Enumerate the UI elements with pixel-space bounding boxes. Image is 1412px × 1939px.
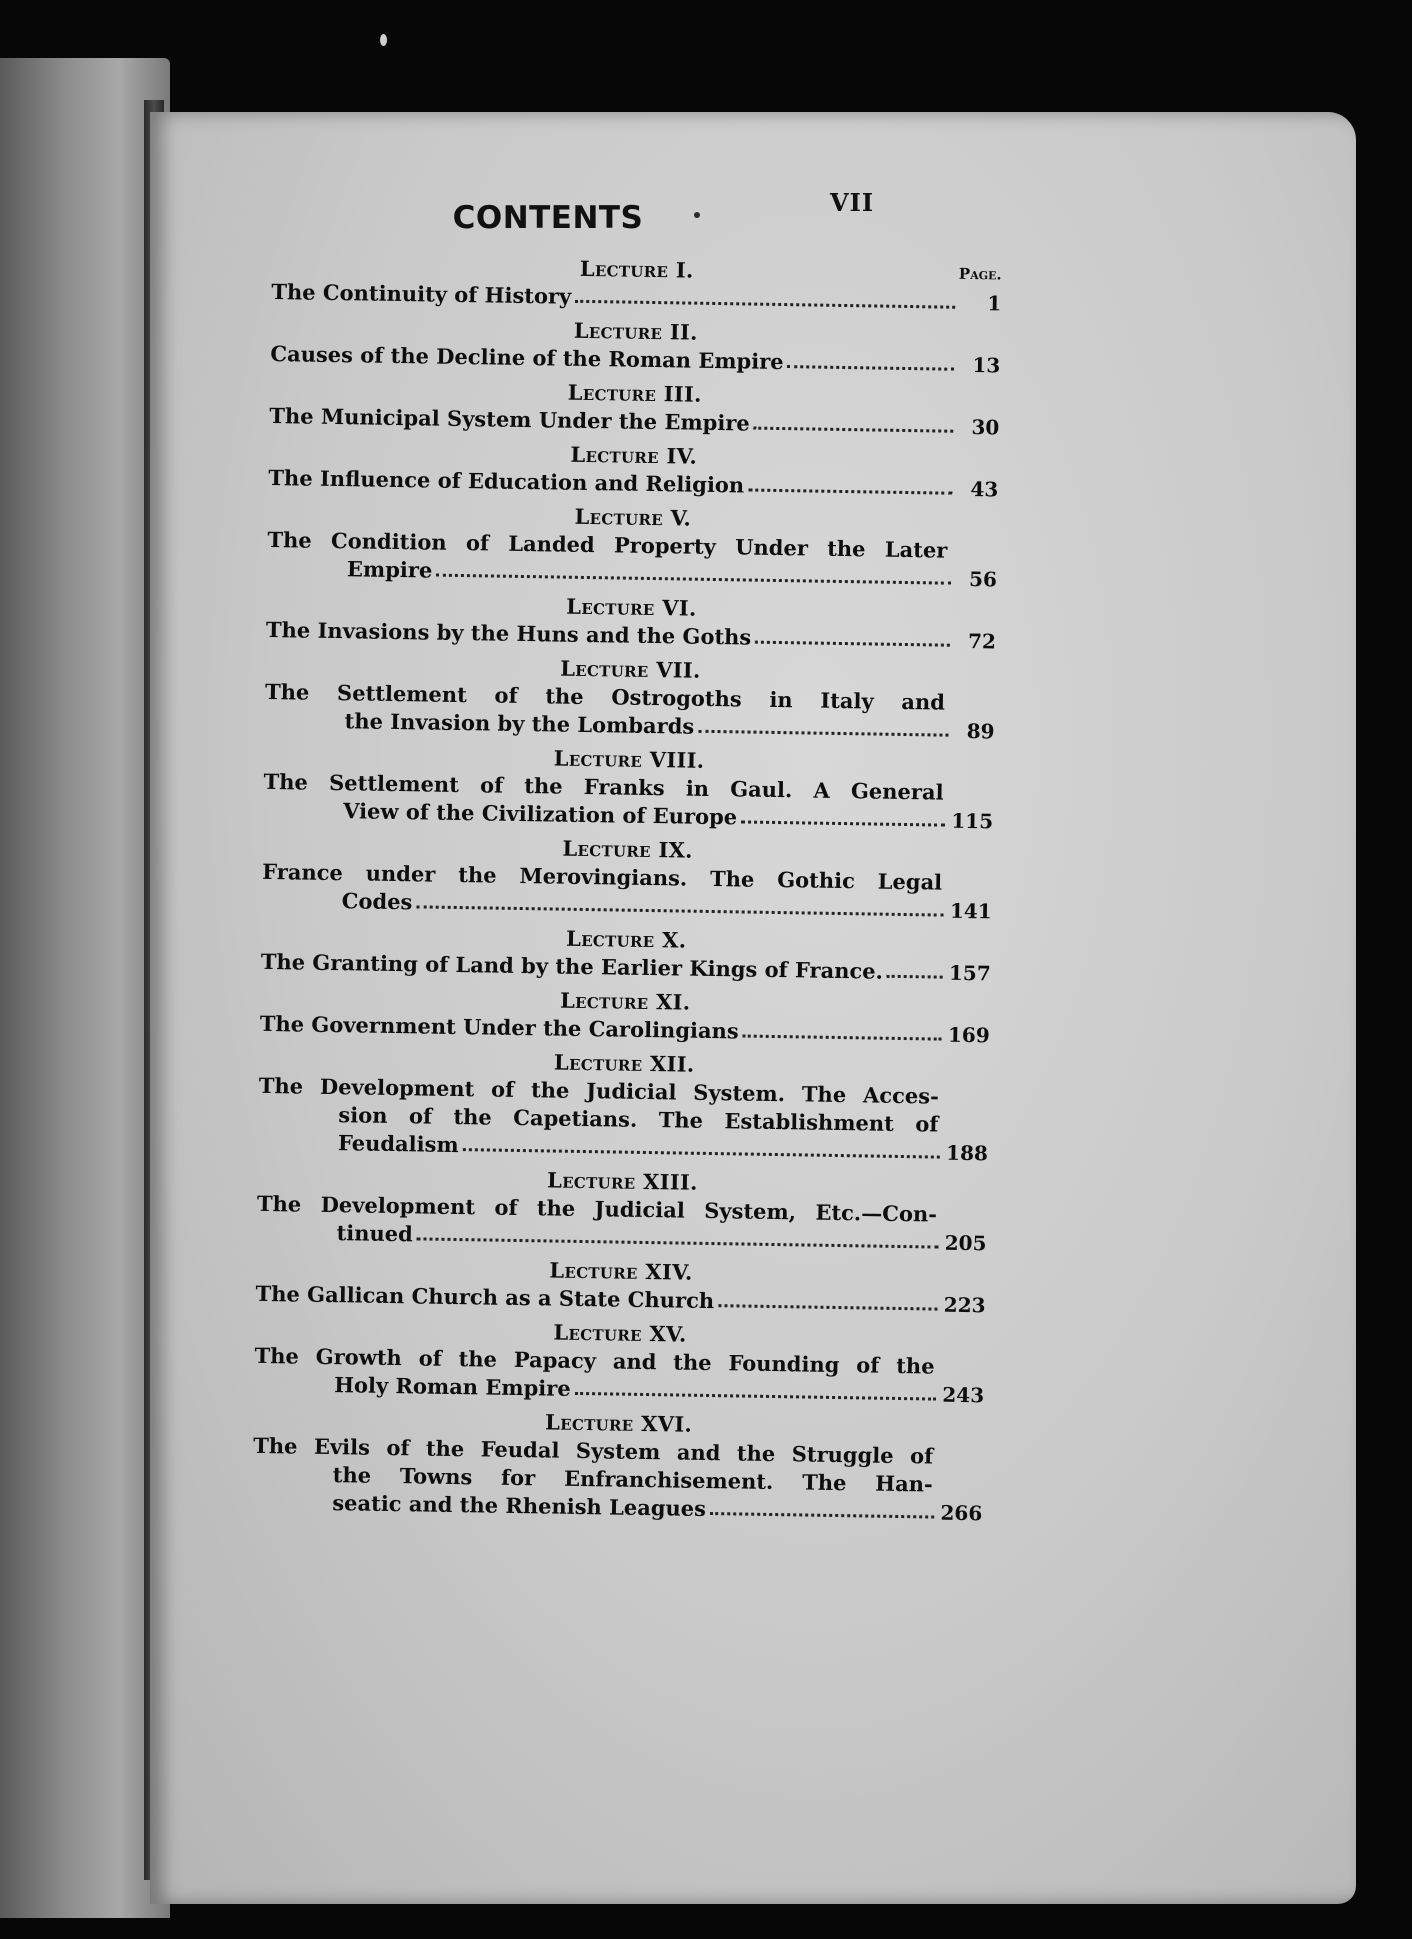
dot-leader <box>417 1237 939 1248</box>
toc-entry <box>256 1162 987 1257</box>
entry-title-line: The Development of the Judicial System. The Acces- <box>258 1072 939 1109</box>
page-title: CONTENTS <box>452 200 644 236</box>
entry-title-line: the Invasion by the Lombards <box>344 708 695 739</box>
dot-leader <box>575 300 955 309</box>
dot-leader <box>741 820 945 826</box>
toc-entry <box>255 1252 986 1319</box>
entry-title-line: The Gallican Church as a State Church <box>255 1280 715 1314</box>
entry-title-line: tinued <box>336 1220 414 1247</box>
lecture-heading: Lecture IX. <box>562 835 693 863</box>
page-column-label: Page. <box>958 264 1002 284</box>
page-number: 223 <box>943 1292 986 1318</box>
toc-entry <box>264 650 995 745</box>
lecture-heading: Lecture XIV. <box>549 1257 693 1285</box>
lecture-heading: Lecture XV. <box>553 1319 687 1347</box>
entry-title-line: The Condition of Landed Property Under the Later <box>267 526 948 563</box>
toc-entry <box>258 1044 990 1167</box>
print-speck <box>694 212 700 218</box>
toc-entry <box>268 436 999 503</box>
dot-leader <box>436 574 951 585</box>
dot-leader <box>698 730 948 737</box>
entry-title-line: France under the Merovingians. The Gothic Legal <box>262 858 943 895</box>
lecture-heading: Lecture II. <box>573 317 698 345</box>
entry-title-line: The Influence of Education and Religion <box>268 464 745 498</box>
page-number: 243 <box>942 1382 985 1408</box>
toc-entry <box>252 1404 984 1527</box>
dot-leader <box>743 1034 942 1040</box>
entry-title-line: The Continuity of History <box>271 278 572 309</box>
dot-leader <box>575 1392 937 1401</box>
page-number: 141 <box>949 898 992 924</box>
lecture-heading: Lecture X. <box>565 925 687 953</box>
toc-entry <box>262 830 993 925</box>
lecture-heading: Lecture VI. <box>566 593 697 621</box>
print-speck <box>380 34 387 46</box>
entry-title-line: View of the Civilization of Europe <box>343 798 738 830</box>
lecture-heading: Lecture IV. <box>570 441 698 469</box>
page-number: 56 <box>968 566 998 592</box>
lecture-heading: Lecture XIII. <box>546 1167 698 1195</box>
toc-entry <box>269 374 1000 441</box>
page-number: 72 <box>967 628 997 654</box>
entry-title-line: The Evils of the Feudal System and the Struggle of <box>253 1432 934 1469</box>
lecture-heading: Lecture VIII. <box>553 745 705 773</box>
dot-leader <box>463 1148 941 1159</box>
page-number: 89 <box>966 718 995 744</box>
page-number: 266 <box>940 1500 983 1526</box>
lecture-heading: Lecture XII. <box>553 1049 695 1077</box>
entry-title-line: The Municipal System Under the Empire <box>269 402 750 436</box>
entry-title-line: sion of the Capetians. The Establishment of <box>338 1102 939 1137</box>
dot-leader <box>887 975 943 979</box>
page-number: 30 <box>971 415 1000 440</box>
toc-entry <box>267 498 998 593</box>
page-number: 205 <box>944 1230 987 1256</box>
entry-title-line: seatic and the Rhenish Leagues <box>332 1490 707 1521</box>
page-number: 43 <box>970 477 999 502</box>
page-folio: VII <box>830 188 875 217</box>
page-number: 157 <box>948 960 991 986</box>
dot-leader <box>710 1512 935 1519</box>
page-number: 1 <box>987 291 1002 316</box>
entry-title-line: The Settlement of the Franks in Gaul. A General <box>263 768 944 805</box>
page-number: 169 <box>947 1022 990 1048</box>
lecture-heading: Lecture XVI. <box>544 1409 693 1437</box>
table-of-contents <box>252 250 1002 1533</box>
dot-leader <box>416 905 944 916</box>
toc-entry <box>271 250 1002 317</box>
entry-title-line: The Development of the Judicial System, Etc.—Con- <box>256 1190 938 1227</box>
entry-title-line: Holy Roman Empire <box>333 1372 571 1401</box>
entry-title-line: Codes <box>341 888 413 915</box>
page-number: 13 <box>972 353 1001 378</box>
toc-entry <box>254 1314 985 1409</box>
toc-entry <box>261 920 992 987</box>
dot-leader <box>755 641 950 647</box>
entry-title-line: The Invasions by the Huns and the Goths <box>265 616 752 650</box>
dot-leader <box>748 489 952 495</box>
dot-leader <box>754 427 954 433</box>
entry-title-line: Feudalism <box>337 1130 459 1158</box>
entry-title-line: The Granting of Land by the Earlier Kings of France. <box>260 948 884 984</box>
lecture-heading: Lecture III. <box>567 379 702 407</box>
toc-entry <box>266 588 997 655</box>
lecture-heading: Lecture I. <box>579 255 694 283</box>
page-number: 188 <box>945 1140 989 1166</box>
lecture-heading: Lecture XI. <box>559 987 691 1015</box>
lecture-heading: Lecture VII. <box>560 655 701 683</box>
toc-entry <box>263 740 994 835</box>
entry-title-line: The Growth of the Papacy and the Founding of the <box>254 1342 935 1379</box>
entry-title-line: The Government Under the Carolingians <box>259 1010 739 1044</box>
entry-title-line: the Towns for Enfranchisement. The Han- <box>332 1462 933 1497</box>
page-number: 115 <box>951 808 994 834</box>
entry-title-line: The Settlement of the Ostrogoths in Italy and <box>264 678 946 715</box>
lecture-heading: Lecture V. <box>574 503 692 531</box>
toc-entry <box>260 982 991 1049</box>
entry-title-line: Empire <box>346 556 433 583</box>
entry-title-line: Causes of the Decline of the Roman Empire <box>270 340 784 375</box>
dot-leader <box>718 1304 938 1310</box>
dot-leader <box>788 365 955 371</box>
toc-entry <box>270 312 1001 379</box>
